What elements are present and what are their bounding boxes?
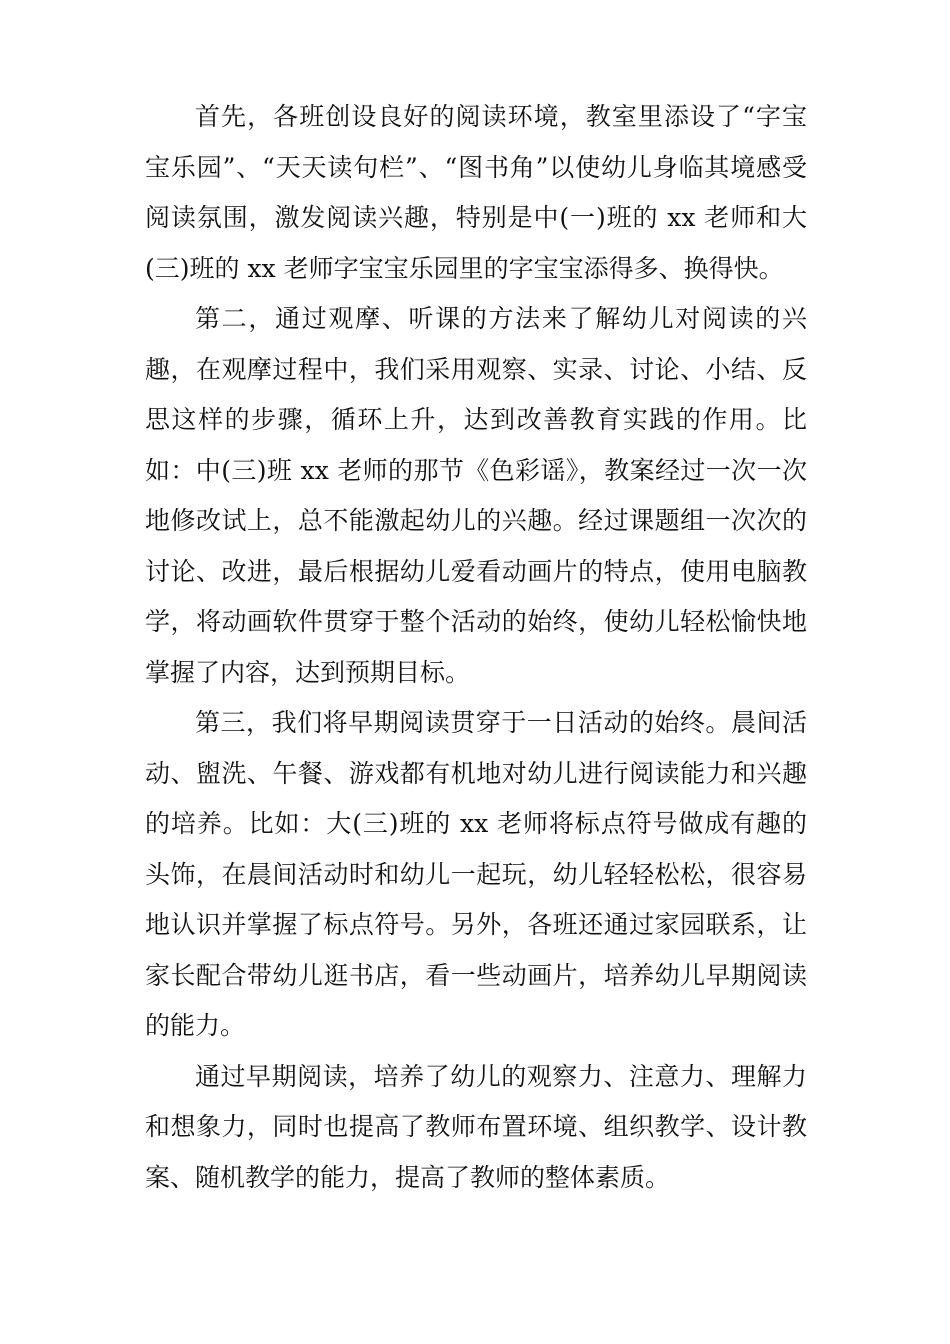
- paragraph-3: 第三，我们将早期阅读贯穿于一日活动的始终。晨间活动、盥洗、午餐、游戏都有机地对幼儿进行阅读能力和兴趣的培养。比如：大(三)班的 xx 老师将标点符号做成有趣的头饰，在晨间活动时和幼儿一起玩，幼儿轻轻松松，很容易地认识并掌握了标点符号。另外，各班还通过家园联系，让家长配合带幼儿逛书店，看一些动画片，培养幼儿早期阅读的能力。: [145, 708, 807, 1040]
- paragraph-1: 首先，各班创设良好的阅读环境，教室里添设了“字宝宝乐园”、“天天读句栏”、“图书角”以使幼儿身临其境感受阅读氛围，激发阅读兴趣，特别是中(一)班的 xx 老师和大(三)班的 xx 老师字宝宝乐园里的字宝宝添得多、换得快。: [145, 102, 807, 283]
- document-body: [145, 92, 807, 1203]
- paragraph-4: 通过早期阅读，培养了幼儿的观察力、注意力、理解力和想象力，同时也提高了教师布置环境、组织教学、设计教案、随机教学的能力，提高了教师的整体素质。: [145, 1061, 807, 1192]
- paragraph-2: 第二，通过观摩、听课的方法来了解幼儿对阅读的兴趣，在观摩过程中，我们采用观察、实录、讨论、小结、反思这样的步骤，循环上升，达到改善教育实践的作用。比如：中(三)班 xx 老师的那节《色彩谣》，教案经过一次一次地修改试上，总不能激起幼儿的兴趣。经过课题组一次次的讨论、改进，最后根据幼儿爱看动画片的特点，使用电脑教学，将动画软件贯穿于整个活动的始终，使幼儿轻松愉快地掌握了内容，达到预期目标。: [145, 304, 807, 687]
